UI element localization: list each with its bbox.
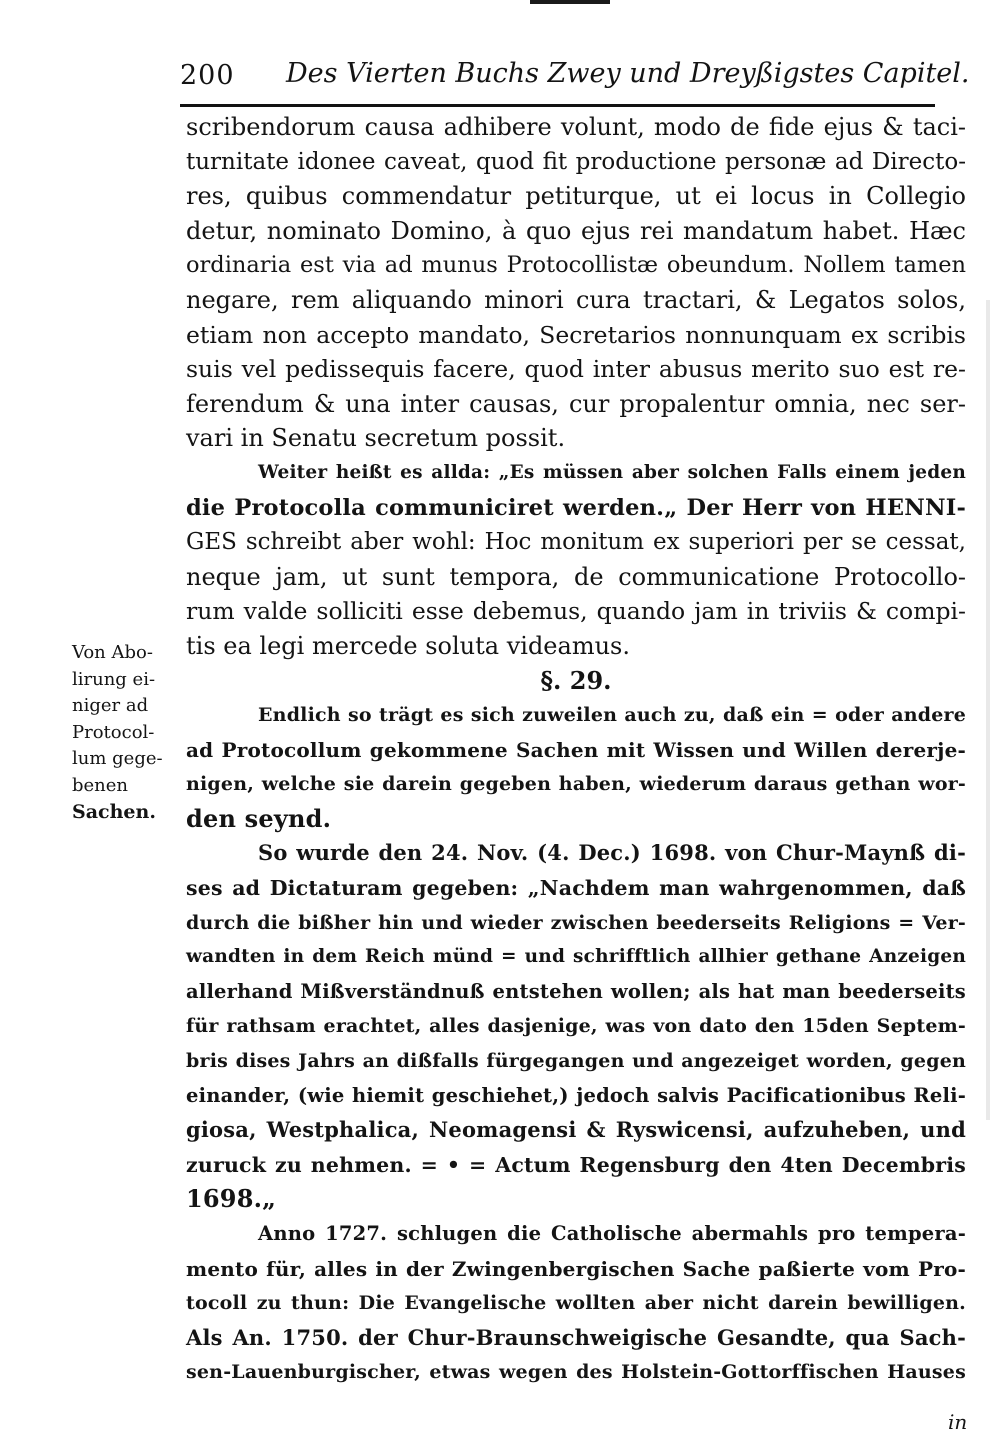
marginal-note-line: lum gege- [72, 748, 163, 769]
text-line: scribendorum causa adhibere volunt, modo de fide ejus & taci- [186, 113, 966, 141]
running-title: Des Vierten Buchs Zwey und Dreyßigstes Capitel. [286, 58, 970, 89]
scan-edge-mark [530, 0, 610, 4]
text-line: tis ea legi mercede soluta videamus. [186, 631, 630, 660]
marginal-note-line: lirung ei- [72, 668, 156, 690]
text-line: So wurde den 24. Nov. (4. Dec.) 1698. von Chur-Maynß di- [258, 840, 966, 866]
text-line: ses ad Dictaturam gegeben: „Nachdem man wahrgenommen, daß [186, 876, 966, 901]
text-line: detur, nominato Domino, à quo ejus rei mandatum habet. Hæc [186, 216, 966, 245]
text-line: ad Protocollum gekommene Sachen mit Wissen und Willen dererje- [186, 737, 966, 762]
text-line: giosa, Westphalica, Neomagensi & Ryswicensi, aufzuheben, und [186, 1117, 966, 1143]
text-line: sen-Lauenburgischer, etwas wegen des Holstein-Gottorffischen Hauses [186, 1361, 966, 1384]
text-line: neque jam, ut sunt tempora, de communicatione Protocollo- [186, 562, 966, 591]
text-line: für rathsam erachtet, alles dasjenige, was von dato den 15den Septem- [186, 1015, 966, 1038]
text-line: durch die bißher hin und wieder zwischen beederseits Religions = Ver- [186, 911, 966, 934]
text-line: Anno 1727. schlugen die Catholische abermahls pro tempera- [258, 1222, 966, 1245]
marginal-note [72, 640, 177, 826]
text-line: GES schreibt aber wohl: Hoc monitum ex superiori per se cessat, [186, 529, 966, 556]
page-header [180, 58, 970, 100]
text-line: allerhand Mißverständnuß entstehen wollen; als hat man beederseits [186, 979, 966, 1003]
text-line: mento für, alles in der Zwingenbergischen Sache paßierte vom Pro- [186, 1256, 966, 1281]
text-line: den seynd. [186, 803, 332, 833]
text-line: res, quibus commendatur petiturque, ut ei locus in Collegio [186, 182, 966, 211]
text-line: bris dises Jahrs an dißfalls fürgegangen und angezeiget worden, gegen [186, 1050, 966, 1073]
text-line: vari in Senatu secretum possit. [186, 424, 566, 453]
text-line: die Protocolla communiciret werden.„ Der Herr von HENNI- [186, 494, 966, 521]
text-line: wandten in dem Reich münd = und schrifftlich allhier gethane Anzeigen [186, 946, 966, 968]
text-line: ferendum & una inter causas, cur propalentur omnia, nec ser- [186, 389, 966, 418]
text-line: negare, rem aliquando minori cura tractari, & Legatos solos, [186, 285, 966, 314]
main-text-block [186, 110, 966, 1390]
page-number: 200 [180, 60, 235, 91]
text-line: zuruck zu nehmen. = • = Actum Regensburg den 4ten Decembris [186, 1152, 966, 1177]
marginal-note-line: Sachen. [72, 801, 156, 823]
text-line: rum valde solliciti esse debemus, quando jam in triviis & compi- [186, 597, 966, 626]
text-line: Weiter heißt es allda: „Es müssen aber solchen Falls einem jeden [258, 461, 966, 483]
text-line: suis vel pedissequis facere, quod inter abusus merito suo est re- [186, 355, 966, 384]
text-line: nigen, welche sie darein gegeben haben, wiederum daraus gethan wor- [186, 773, 966, 796]
text-line: turnitate idonee caveat, quod fit productione personæ ad Directo- [186, 148, 966, 175]
header-rule [180, 104, 935, 107]
marginal-note-line: Von Abo- [72, 642, 153, 663]
text-line: ordinaria est via ad munus Protocollistæ obeundum. Nollem tamen [186, 252, 966, 279]
text-line: einander, (wie hiemit geschiehet,) jedoch salvis Pacificationibus Reli- [186, 1083, 966, 1107]
marginal-note-line: niger ad [72, 695, 149, 716]
text-line: 1698.„ [186, 1184, 277, 1214]
scan-edge-shadow [986, 300, 990, 1120]
text-line: tocoll zu thun: Die Evangelische wollten aber nicht darein bewilligen. [186, 1292, 966, 1315]
text-line: Endlich so trägt es sich zuweilen auch zu, daß ein = oder andere [258, 704, 966, 727]
catchword: in [948, 1410, 968, 1434]
section-number: §. 29. [540, 665, 612, 695]
marginal-note-line: Protocol- [72, 721, 155, 743]
marginal-note-line: benen [72, 774, 129, 796]
text-line: Als An. 1750. der Chur-Braunschweigische Gesandte, qua Sach- [186, 1324, 966, 1350]
text-line: etiam non accepto mandato, Secretarios nonnunquam ex scribis [186, 320, 966, 349]
